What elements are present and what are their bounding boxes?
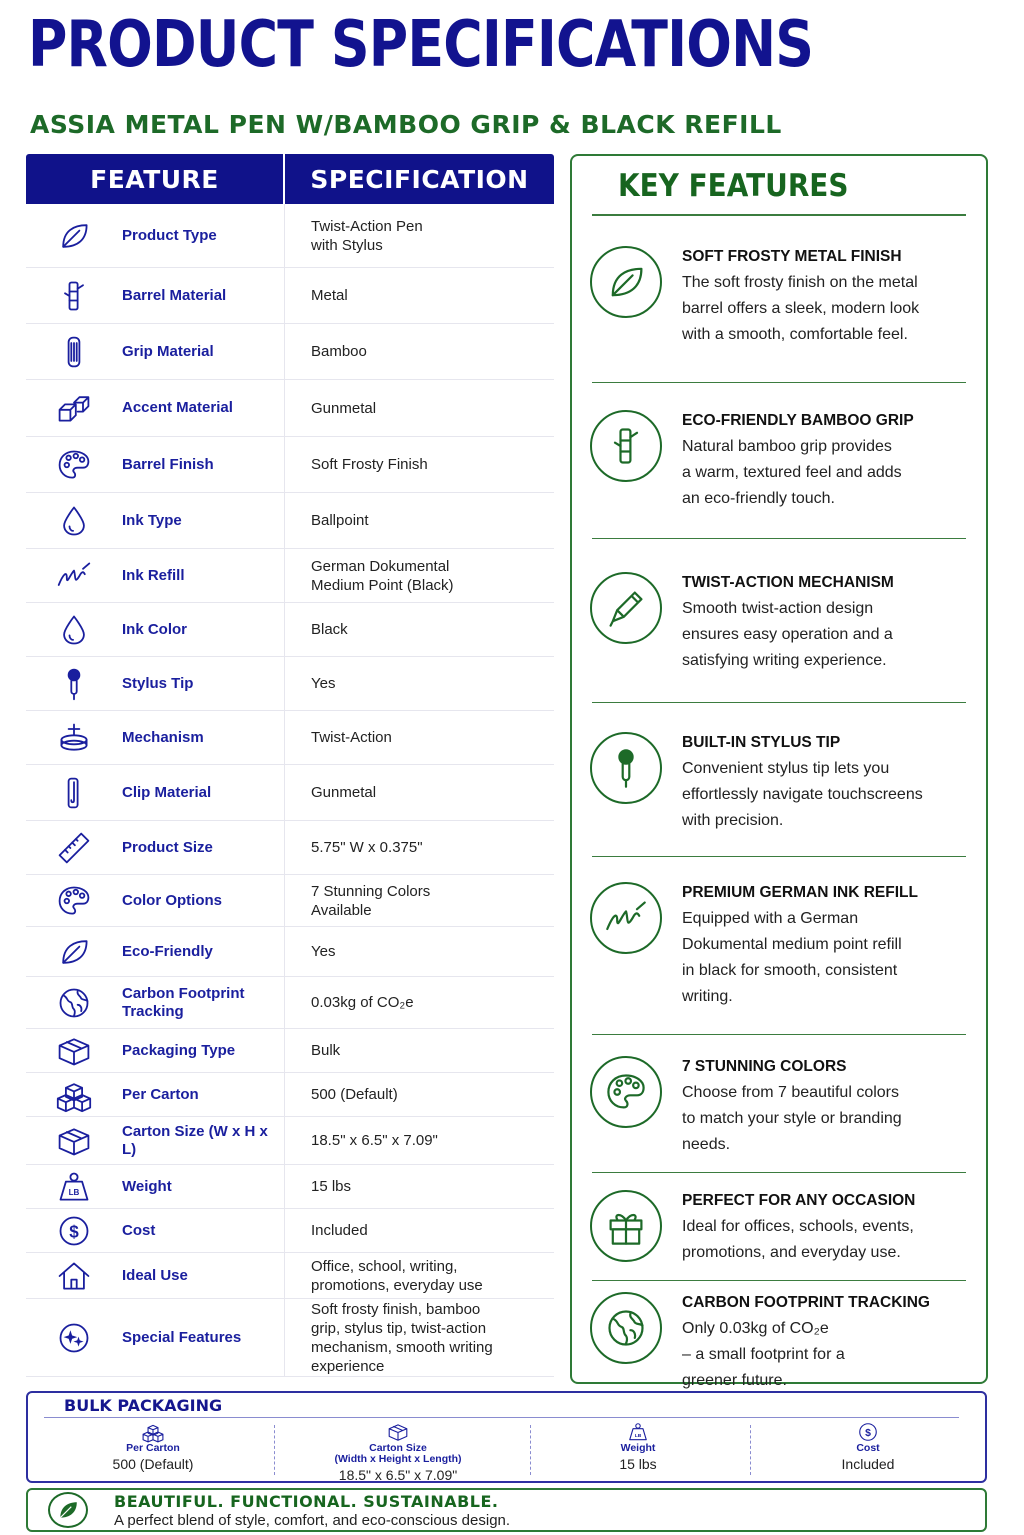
key-feature-description: Choose from 7 beautiful colors to match your style or branding needs. — [682, 1084, 902, 1153]
feature-name: Accent Material — [122, 380, 285, 436]
table-row — [26, 875, 554, 927]
specification-value: Gunmetal — [311, 399, 377, 417]
drop-icon — [26, 603, 122, 656]
key-feature-title: BUILT-IN STYLUS TIP — [682, 734, 841, 751]
divider — [592, 1280, 966, 1281]
bamboo-icon — [590, 410, 662, 482]
weight-icon — [26, 1165, 122, 1208]
clip-icon — [26, 765, 122, 820]
footer-tagline: A perfect blend of style, comfort, and eco-conscious design. — [114, 1512, 511, 1529]
specification-value: German Dokumental Medium Point (Black) — [311, 557, 454, 594]
feature-name: Mechanism — [122, 711, 285, 764]
specification-value: Twist-Action Pen with Stylus — [311, 217, 423, 254]
table-row — [26, 1073, 554, 1117]
specification-value: 15 lbs — [311, 1178, 352, 1195]
key-feature-title: 7 STUNNING COLORS — [682, 1058, 847, 1075]
bulk-item — [573, 1421, 703, 1479]
divider — [592, 538, 966, 539]
palette-icon — [26, 437, 122, 492]
key-feature-title: ECO-FRIENDLY BAMBOO GRIP — [682, 412, 914, 429]
bulk-item-sublabel: (Width x Height x Length) — [334, 1453, 462, 1465]
table-row — [26, 603, 554, 657]
table-row — [26, 549, 554, 603]
divider — [274, 1425, 275, 1475]
feature-name: Ink Color — [122, 603, 285, 656]
specification-value: Metal — [311, 287, 348, 304]
specification-value: Soft Frosty Finish — [311, 456, 428, 473]
weight-icon — [573, 1421, 703, 1443]
key-feature-description: Equipped with a German Dokumental medium point refill in black for smooth, consistent writing. — [682, 910, 902, 1005]
stylus-icon — [590, 732, 662, 804]
divider — [750, 1425, 751, 1475]
feature-name: Ink Refill — [122, 549, 285, 602]
specification-value: Office, school, writing, promotions, everyday use — [311, 1257, 483, 1294]
specification-value: 18.5" x 6.5" x 7.09" — [311, 1132, 438, 1149]
bulk-item-value: 15 lbs — [619, 1456, 657, 1472]
bulk-packaging-box — [26, 1391, 987, 1483]
drop-icon — [26, 493, 122, 548]
bulk-item-label: Carton Size — [369, 1442, 427, 1454]
table-row — [26, 765, 554, 821]
signature-icon — [26, 549, 122, 602]
palette-icon — [590, 1056, 662, 1128]
gift-icon — [590, 1190, 662, 1262]
header-specification: SPECIFICATION — [310, 164, 529, 194]
feature-name: Stylus Tip — [122, 657, 285, 710]
svg-text:$: $ — [865, 1427, 871, 1439]
divider — [530, 1425, 531, 1475]
key-feature-description: Smooth twist-action design ensures easy operation and a satisfying writing experience. — [682, 600, 893, 669]
blocks-icon — [26, 380, 122, 436]
key-feature-title: SOFT FROSTY METAL FINISH — [682, 248, 902, 265]
table-row — [26, 1117, 554, 1165]
divider — [592, 856, 966, 857]
key-feature-title: PREMIUM GERMAN INK REFILL — [682, 884, 918, 901]
leaf-icon — [26, 927, 122, 976]
leaf-icon — [590, 246, 662, 318]
table-row — [26, 711, 554, 765]
feature-name: Eco-Friendly — [122, 927, 285, 976]
page-title: PRODUCT SPECIFICATIONS — [28, 8, 814, 82]
key-features-title: KEY FEATURES — [618, 168, 849, 204]
table-row — [26, 927, 554, 977]
twist-icon — [26, 711, 122, 764]
specification-value: Soft frosty finish, bamboo grip, stylus tip, twist-action mechanism, smooth writing experience — [311, 1300, 493, 1375]
bulk-item-value: Included — [841, 1456, 895, 1472]
boxes-icon — [26, 1073, 122, 1116]
boxes-icon — [88, 1421, 218, 1443]
stylus-icon — [26, 657, 122, 710]
specification-value: 0.03kg of CO₂e — [311, 994, 414, 1011]
specification-value: Bulk — [311, 1042, 341, 1059]
pen-icon — [590, 572, 662, 644]
bulk-item-label: Per Carton — [126, 1442, 180, 1454]
feature-name: Barrel Finish — [122, 437, 285, 492]
specification-value: 7 Stunning Colors Available — [311, 882, 431, 919]
divider — [44, 1417, 959, 1418]
feature-name: Barrel Material — [122, 268, 285, 323]
feature-name: Carbon Footprint Tracking — [122, 977, 285, 1028]
table-row — [26, 1165, 554, 1209]
bulk-packaging-title: BULK PACKAGING — [64, 1396, 223, 1415]
table-row — [26, 493, 554, 549]
bulk-item — [88, 1421, 218, 1479]
table-row — [26, 1029, 554, 1073]
bulk-item-label: Weight — [620, 1442, 656, 1454]
divider — [592, 702, 966, 703]
svg-text:$: $ — [69, 1221, 79, 1241]
bulk-item — [803, 1421, 933, 1479]
key-feature-description: Convenient stylus tip lets you effortlessly navigate touchscreens with precision. — [682, 760, 923, 829]
spec-table — [26, 154, 554, 1377]
feature-name: Ink Type — [122, 493, 285, 548]
key-feature-description: Ideal for offices, schools, events, promotions, and everyday use. — [682, 1218, 914, 1261]
key-feature-description: The soft frosty finish on the metal barrel offers a sleek, modern look with a smooth, comfortable feel. — [682, 274, 920, 343]
divider — [592, 1172, 966, 1173]
dollar-icon — [26, 1209, 122, 1252]
feature-name: Clip Material — [122, 765, 285, 820]
sparkle-icon — [26, 1299, 122, 1376]
key-feature-title: PERFECT FOR ANY OCCASION — [682, 1192, 916, 1209]
leaf-icon — [48, 1492, 88, 1528]
table-row — [26, 821, 554, 875]
table-row — [26, 1299, 554, 1377]
footer-banner — [26, 1488, 987, 1532]
feature-name: Packaging Type — [122, 1029, 285, 1072]
svg-text:LB: LB — [634, 1433, 642, 1439]
specification-value: 5.75" W x 0.375" — [311, 839, 423, 856]
table-row — [26, 324, 554, 380]
home-icon — [26, 1253, 122, 1298]
feature-name: Cost — [122, 1209, 285, 1252]
feature-name: Product Type — [122, 204, 285, 267]
divider — [592, 214, 966, 216]
svg-text:LB: LB — [68, 1187, 80, 1197]
specification-value: Yes — [311, 943, 336, 960]
spec-table-header — [26, 154, 554, 204]
feature-name: Weight — [122, 1165, 285, 1208]
feature-name: Special Features — [122, 1299, 285, 1376]
specification-value: Twist-Action — [311, 729, 392, 746]
table-row — [26, 204, 554, 268]
table-row — [26, 1253, 554, 1299]
divider — [592, 382, 966, 383]
bulk-item-value: 500 (Default) — [112, 1456, 194, 1472]
table-row — [26, 268, 554, 324]
specification-value: Included — [311, 1222, 368, 1239]
grip-icon — [26, 324, 122, 379]
feature-name: Carton Size (W x H x L) — [122, 1117, 285, 1164]
table-row — [26, 1209, 554, 1253]
specification-value: Black — [311, 621, 348, 638]
page-subtitle: ASSIA METAL PEN W/BAMBOO GRIP & BLACK REFILL — [30, 110, 782, 139]
ruler-icon — [26, 821, 122, 874]
feature-name: Grip Material — [122, 324, 285, 379]
key-feature-description: Only 0.03kg of CO₂e – a small footprint for a greener future. — [682, 1320, 845, 1389]
table-row — [26, 437, 554, 493]
globe-icon — [590, 1292, 662, 1364]
table-row — [26, 657, 554, 711]
key-feature-description: Natural bamboo grip provides a warm, textured feel and adds an eco-friendly touch. — [682, 438, 902, 507]
bulk-item-value: 18.5" x 6.5" x 7.09" — [338, 1467, 458, 1483]
bulk-item-label: Cost — [856, 1442, 880, 1454]
box-icon — [26, 1029, 122, 1072]
leaf-icon — [26, 204, 122, 267]
header-feature: FEATURE — [26, 154, 285, 204]
dollar-icon — [803, 1421, 933, 1443]
footer-headline: BEAUTIFUL. FUNCTIONAL. SUSTAINABLE. — [114, 1492, 499, 1511]
specification-value: Bamboo — [311, 343, 367, 360]
key-feature-title: TWIST-ACTION MECHANISM — [682, 574, 894, 591]
bulk-item — [308, 1421, 488, 1483]
key-features-panel — [570, 154, 988, 1389]
table-row — [26, 380, 554, 437]
key-feature-title: CARBON FOOTPRINT TRACKING — [682, 1294, 930, 1311]
feature-name: Product Size — [122, 821, 285, 874]
box-icon — [26, 1117, 122, 1164]
palette-icon — [26, 875, 122, 926]
globe-icon — [26, 977, 122, 1028]
specification-value: Yes — [311, 675, 336, 692]
divider — [592, 1034, 966, 1035]
specification-value: Gunmetal — [311, 784, 377, 801]
signature-icon — [590, 882, 662, 954]
feature-name: Per Carton — [122, 1073, 285, 1116]
feature-name: Ideal Use — [122, 1253, 285, 1298]
bamboo-icon — [26, 268, 122, 323]
feature-name: Color Options — [122, 875, 285, 926]
specification-value: Ballpoint — [311, 512, 369, 529]
specification-value: 500 (Default) — [311, 1086, 398, 1103]
box-icon — [308, 1421, 488, 1443]
table-row — [26, 977, 554, 1029]
